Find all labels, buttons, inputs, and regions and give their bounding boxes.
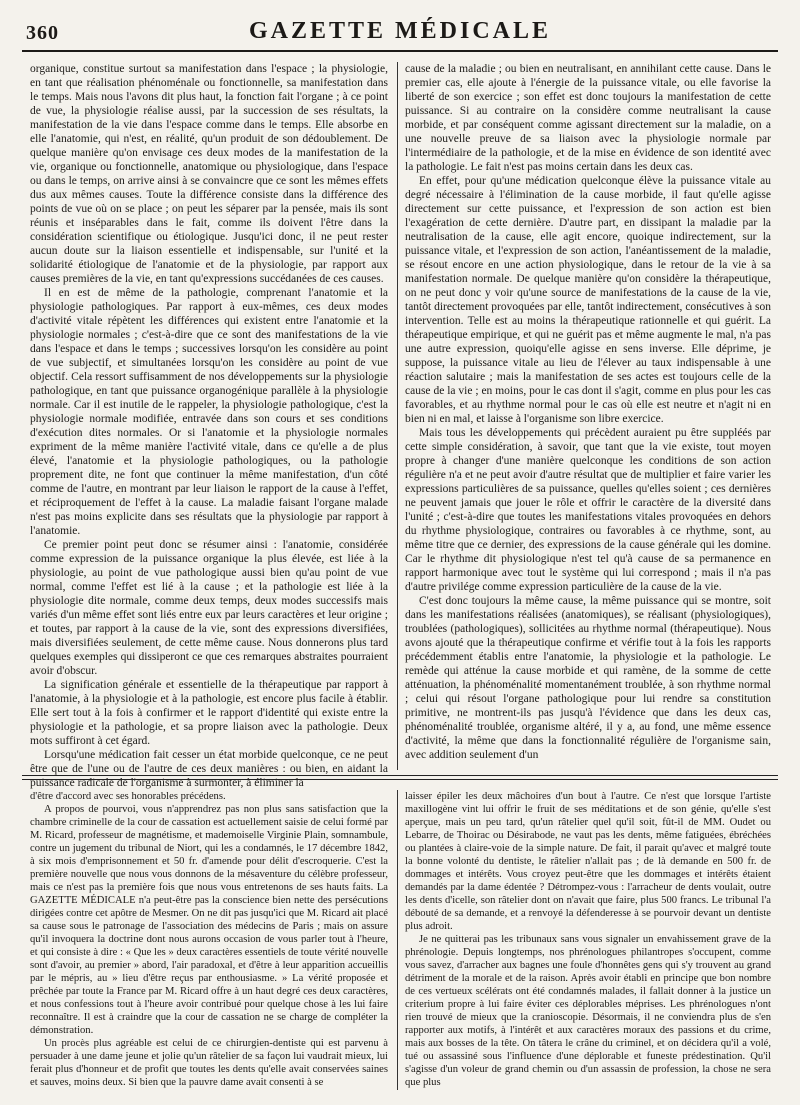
paragraph: Ce premier point peut donc se résumer ainsi : l'anatomie, considérée comme expression de la puissance organique la plus élevée, est liée à la physiologie, au point de vue pathologique aussi bien qu'au point de vue normal, comme l'effet est lié à la cause ; et la pathologie est liée à la physiologie dite normale, comme deux temps, deux modes successifs mais variés d'un même effet sont liés entre eux par leurs caractères et leur origine ; et toutes, par rapport à la cause de la vie, sont des expressions diversifiées, mais diversifiées seulement, de cette même cause. Nous donnerons plus tard quelques exemples qui dissiperont ce que ces remarques abstraites pourraient avoir d'obscur. — [30, 539, 388, 677]
paragraph: d'être d'accord avec ses honorables précédens. — [30, 791, 226, 802]
main-right-column — [405, 62, 771, 770]
column-divider — [397, 62, 398, 770]
feuilleton-left-column — [30, 790, 388, 1090]
page-number: 360 — [26, 22, 59, 44]
paragraph: En effet, pour qu'une médication quelconque élève la puissance vitale au degré nécessaire à l'élimination de la cause morbide, il faut qu'elle agisse directement sur cette puissance, et l'expression de son action est bien l'exagération de cette dernière. D'autre part, en dissipant la maladie par la neutralisation de la cause, elle agit encore, quoique indirectement, sur la puissance vitale, et l'expression de son action, l'anéantissement de la maladie, se résout encore en une action physiologique, dans le retour de la vie à sa manifestation normale. De quelque manière qu'on considère la thérapeutique, on ne peut donc y voir qu'une source de manifestations de la cause de la vie, tantôt directement provoquées par elle, tantôt indirectement, consécutives à son intervention. Telle est au moins la thérapeutique rationnelle et qui guérit. La thérapeutique empirique, et qui ne guérit pas et même augmente le mal, n'a pas une autre expression, quoiqu'elle agisse en sens inverse. Elle déprime, je suppose, la puissance vitale au lieu de l'élever au taux indispensable à une réaction salutaire ; mais la manifestation de ses actes est toujours celle de la cause de la vie ; en moins, pour le cas dont il s'agit, comme en plus pour les cas favorables, et au rhythme normal pour le cas où elle est neutre et n'agit ni en bien ni en mal, et laisse à l'organisme son libre exercice. — [405, 175, 771, 425]
column-divider — [397, 790, 398, 1090]
paragraph: C'est donc toujours la même cause, la même puissance qui se montre, soit dans les manifestations réalisées (anatomiques), se réalisant (physiologiques), troublées (pathologiques), sollicitées au rhythme normal (thérapeutique). Nous avons ajouté que la thérapeutique confirme et vérifie tout à la fois les rapports précédemment établis entre l'anatomie, la physiologie et la pathologie. Le remède qui atténue la cause morbide et qui ramène, de la somme de cette atténuation, la phénoménalité momentanément troublée, à son rhythme normal ; celui qui résout l'organe pathologique pour lui rendre sa constitution primitive, ne montrent-ils pas jusqu'à l'évidence que dans les deux cas, phénoménalité troublée, organisme altéré, il y a, au fond, une même essence d'activité, la même que dans la fonctionnalité régulière de l'organisme sain, avec addition seulement d'un — [405, 595, 771, 761]
paragraph: Un procès plus agréable est celui de ce chirurgien-dentiste qui est parvenu à persuader à une dame jeune et jolie qu'un râtelier de sa façon lui vaudrait mieux, lui ferait plus d'honneur et de profit que toutes les dents qu'elle avait conservées saines et sauves, moins deux. Si bien que la pauvre dame avait consenti à se — [30, 1038, 388, 1088]
feuilleton-divider — [22, 775, 778, 776]
paragraph: La signification générale et essentielle de la thérapeutique par rapport à l'anatomie, à la physiologie et à la pathologie, est encore plus facile à établir. Elle sert tout à la fois à confirmer et le rapport d'identité qui existe entre la physiologie et la pathologie, et sa propre liaison avec la pathologie. Deux mots suffiront à cet égard. — [30, 679, 388, 747]
page-header — [22, 14, 778, 52]
journal-title: GAZETTE MÉDICALE — [248, 18, 552, 44]
paragraph: A propos de pourvoi, vous n'apprendrez pas non plus sans satisfaction que la chambre criminelle de la cour de cassation est actuellement saisie de celui formé par M. Ricard, professeur de magnétisme, et mademoiselle Virginie Plain, somnambule, contre un jugement du tribunal de Niort, qui les a condamnés, le 17 décembre 1842, à six mois d'emprisonnement et 50 fr. d'amende pour délit d'escroquerie. C'est la première nouvelle que nous vous donnons de la mésaventure du célèbre professeur, mais ce n'est pas la première fois que nous vous entretenons de ses hauts faits. La GAZETTE MÉDICALE n'a peut-être pas la conscience bien nette des persécutions dirigées contre cet apôtre de Mesmer. On ne dit pas jusqu'ici que M. Ricard ait placé sa cause sous le patronage de l'association des médecins de Paris ; mais on assure qu'il invoquera la doctrine dont nous aurons occasion de vous parler tout à l'heure, et qui consiste à dire : « Que les » deux caractères essentiels de toute vérité nouvelle sont d'avoir, au premier » abord, l'air paradoxal, et d'être à leur apparition accueillis par le mépris, au » lieu d'être reçus par enthousiasme. » La vérité proposée et prêchée par toute la France par M. Ricard offre à un haut degré ces deux caractères, et nous confessions tout à l'heure avoir contribué pour quelque chose à les lui faire reconnaître. Il est à craindre que la cour de cassation ne se charge de compléter la démonstration. — [30, 804, 388, 1036]
feuilleton-divider-second — [22, 779, 778, 780]
feuilleton-right-column — [405, 790, 771, 1090]
paragraph: Mais tous les développements qui précèdent auraient pu être suppléés par cette simple considération, à savoir, que tant que la vie existe, tout moyen propre à changer d'une manière quelconque les conditions de son action régulière n'a et ne peut avoir d'autre résultat que de multiplier et faire varier les expressions particulières de sa puissance, quelles qu'elles soient ; ces dernières ne peuvent jamais que jouer le rôle et offrir le caractère de la diversité dans l'unité ; c'est-à-dire que toutes les manifestations vitales provoquées en dehors du rhythme physiologique, contraires ou favorables à ce rhythme, sont, au même titre que ce dernier, des expressions de la cause générale qui les domine. Car le rhythme dit physiologique n'est tel qu'à cause de sa permanence en rapport harmonique avec tout le système qui lui correspond ; mais il n'a pas d'autre privilége comme expression particulière de la cause de la vie. — [405, 427, 771, 593]
paragraph: Il en est de même de la pathologie, comprenant l'anatomie et la physiologie pathologiques. Par rapport à eux-mêmes, ces deux modes d'activité vitale répètent les différences qui existent entre l'anatomie et la physiologie normales ; c'est-à-dire que ce sont des manifestations de la vie dans l'espace et dans le temps ; successives lorsqu'on les considère au point de vue subjectif, et simultanées lorsqu'on les considère au point de vue objectif. Cela ressort suffisamment de nos développements sur la physiologie pathologique, en tant que puissance organogénique parallèle à la physiologie normale. Car il est inutile de le rappeler, la physiologie pathologique, c'est la physiologie normale modifiée, entravée dans son cours et ses conditions d'exécution dites normales. Or si l'anatomie et la physiologie normales expriment de la même manière l'activité vitale, dans ce qu'elle a de plus élevé, l'anatomie et la physiologie pathologiques, ou la pathologie proprement dite, ne font que continuer la même manifestation, d'un côté comme de l'autre, en montrant par leur liaison le rapport de la cause à l'effet, et réciproquement de l'effet à la cause. La maladie faisant l'organe malade n'est pas moins explicite dans ses résultats que la physiologie par rapport à l'anatomie. — [30, 287, 388, 537]
paragraph: laisser épiler les deux mâchoires d'un bout à l'autre. Ce n'est que lorsque l'artiste maxillogène vint lui offrir le fruit de ses méditations et de son génie, qu'elle s'est aperçue, mais un peu tard, qu'un râtelier quel qu'il soit, fût-il de MM. Oudet ou Lebarre, de Thoirac ou Désirabode, ne vaut pas les dents, même fatiguées, ébréchées ou plantées à claire-voie de la simple nature. De fait, il parait qu'avec et malgré toute la bonne volonté du dentiste, le râtelier n'allait pas ; de là demande en 500 fr. de dommages et intérêts. Vous croyez peut-être que les dommages et intérêts étaient demandés par la dame édentée ? Détrompez-vous : l'arracheur de dents voulait, outre les dents d'icelle, son râtelier dont on n'avait que faire, plus 500 francs. Le tribunal l'a débouté de sa demande, et a renvoyé la défenderesse à se pourvoir devant un dentiste plus adroit. — [405, 791, 771, 932]
paragraph: Lorsqu'une médication fait cesser un état morbide quelconque, ce ne peut être que de l'une ou de l'autre de ces deux manières : ou bien, en aidant la puissance radicale de l'organisme à surmonter, à éliminer la — [30, 749, 388, 789]
paragraph: cause de la maladie ; ou bien en neutralisant, en annihilant cette cause. Dans le premier cas, elle ajoute à l'énergie de la puissance vitale, ou elle favorise la liberté de son exercice ; son effet est donc toujours la manifestation de cette puissance. Si au contraire on la considère comme neutralisant la cause morbide, et par conséquent comme agissant directement sur la maladie, on a une nouvelle preuve de sa liaison avec la physiologie normale par l'intermédiaire de la pathologie, et de la mise en évidence de son identité avec la pathologie. Le fait n'est pas moins certain dans les deux cas. — [405, 63, 771, 173]
paragraph: Je ne quitterai pas les tribunaux sans vous signaler un envahissement grave de la phrénologie. Depuis longtemps, nos phrénologues philantropes s'occupent, comme vous savez, d'arracher aux bagnes une foule d'honnêtes gens qui s'y trouvent au grand détriment de la morale et de la raison. Après avoir établi en principe que bon nombre de ces vertueux scélérats ont été condamnés malades, il fallait donner à la justice un criterium propre à lui faire éviter ces déplorables méprises. Les phrénologues n'ont rien trouvé de mieux que la cranioscopie. Désormais, il ne conviendra plus de s'en rapporter aux motifs, à l'intérêt et aux caractères moraux des passions et du crime, mais aux bosses de la tête. On tâtera le crâne du criminel, et on décidera qu'il a volé, tué ou assassiné sous l'influence d'une déplorable et funeste prédestination. Qu'il s'agisse d'un voleur de grand chemin ou d'un assassin de profession, la chose ne sera que plus — [405, 934, 771, 1088]
paragraph: organique, constitue surtout sa manifestation dans l'espace ; la physiologie, en tant que réalisation phénoménale ou fonctionnelle, sa manifestation dans le temps. Mais nous l'avons dit plus haut, la fonction fait l'organe ; à ce point de vue, la physiologie réalise aussi, par la succession de ses résultats, la manifestation de la vie dans l'espace comme dans le temps. Elle absorbe en elle l'anatomie, qui n'est, en réalité, qu'un produit de son dédoublement. De quelque manière qu'on envisage ces deux modes de la manifestation de la vie, organique ou fonctionnelle, anatomique ou physiologique, dans l'espace ou dans le temps, on arrive ainsi à se convaincre que ce sont les mêmes effets dus aux mêmes causes. Toute la différence consiste dans la différence des points de vue où on se place ; on peut les séparer par la pensée, mais ils sont réunis et inséparables dans le fait, comme ils doivent l'être dans la considération scientifique ou étiologique. Jusqu'ici donc, il ne peut rester aucun doute sur la liaison essentielle et indispensable, sur l'unité et la solidarité étiologique de l'anatomie et de la physiologie, par rapport aux causes premières de la vie, en tant qu'expressions succédanées de ces causes. — [30, 63, 388, 285]
main-left-column — [30, 62, 388, 789]
